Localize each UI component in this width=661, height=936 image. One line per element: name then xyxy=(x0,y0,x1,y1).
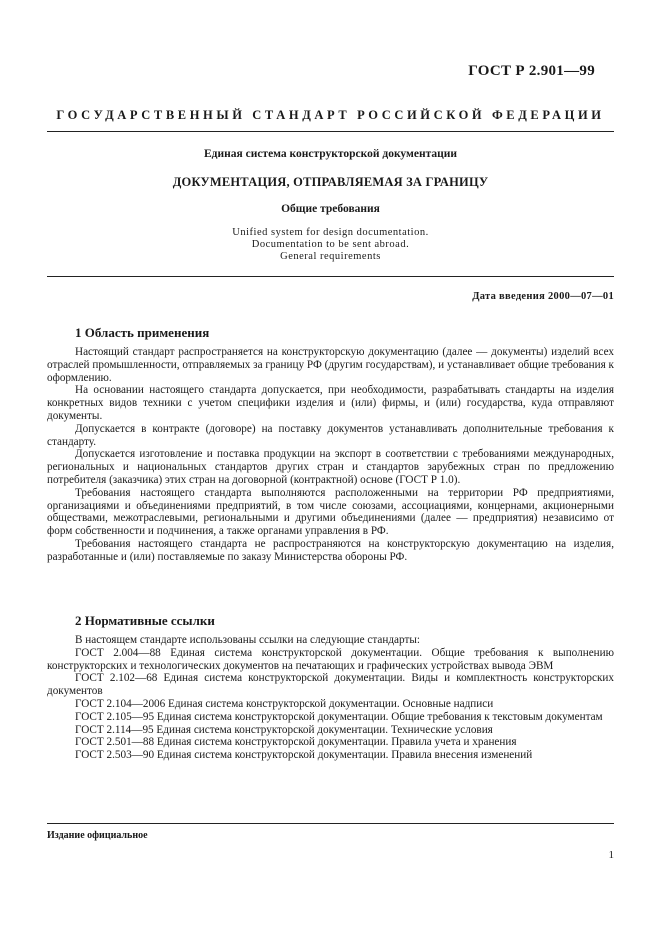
reference-item: ГОСТ 2.004—88 Единая система конструкторской документации. Общие требования к выполнению конструкторских и технологических документов на печатающих и графических устройствах вывода ЭВМ xyxy=(47,646,614,672)
paragraph: Допускается в контракте (договоре) на поставку документов устанавливать дополнительные требования к стандарту. xyxy=(47,422,614,448)
english-title-line: General requirements xyxy=(280,251,381,262)
document-subtitle: Общие требования xyxy=(281,203,380,215)
edition-label: Издание официальное xyxy=(47,830,148,841)
reference-item: ГОСТ 2.105—95 Единая система конструкторской документации. Общие требования к текстовым документам xyxy=(75,710,603,723)
section-heading-scope: 1 Область применения xyxy=(75,325,210,340)
paragraph: Настоящий стандарт распространяется на конструкторскую документацию (далее — документы) изделий всех отраслей промышленности, отправляемых за границу РФ (другим государствам), и устанавливает общие требования к оформлению. xyxy=(47,346,614,384)
document-title: ДОКУМЕНТАЦИЯ, ОТПРАВЛЯЕМАЯ ЗА ГРАНИЦУ xyxy=(172,175,489,189)
reference-item: ГОСТ 2.501—88 Единая система конструкторской документации. Правила учета и хранения xyxy=(75,736,517,749)
english-title-line: Unified system for design documentation. xyxy=(232,227,429,238)
english-title-line: Documentation to be sent abroad. xyxy=(251,239,410,250)
reference-item: ГОСТ 2.114—95 Единая система конструкторской документации. Технические условия xyxy=(75,723,493,736)
reference-item: ГОСТ 2.102—68 Единая система конструкторской документации. Виды и комплектность конструкторских документов xyxy=(47,672,614,698)
reference-item: ГОСТ 2.104—2006 Единая система конструкторской документации. Основные надписи xyxy=(75,697,494,710)
footer-divider xyxy=(47,823,614,824)
paragraph: Требования настоящего стандарта не распространяются на конструкторскую документацию на изделия, разработанные и (или) поставляемые по заказу Министерства обороны РФ. xyxy=(47,537,614,563)
top-divider xyxy=(47,131,614,132)
paragraph: На основании настоящего стандарта допускается, при необходимости, разрабатывать стандарты на изделия конкретных видов техники с учетом специфики изделия и (или) фирмы, и (или) государства, куда отправляют документы. xyxy=(47,384,614,422)
state-standard-banner: ГОСУДАРСТВЕННЫЙ СТАНДАРТ РОССИЙСКОЙ ФЕДЕРАЦИИ xyxy=(56,108,605,122)
paragraph: Допускается изготовление и поставка продукции на экспорт в соответствии с требованиями международных, региональных и национальных стандартов других стран и стандартов зарубежных стран по предложению потребителя (заказчика) этих стран на договорной (контрактной) основе (ГОСТ Р 1.0). xyxy=(47,448,614,486)
introduction-date: Дата введения 2000—07—01 xyxy=(472,291,614,302)
section-heading-references: 2 Нормативные ссылки xyxy=(75,613,215,628)
page-number: 1 xyxy=(608,849,614,861)
reference-item: ГОСТ 2.503—90 Единая система конструкторской документации. Правила внесения изменений xyxy=(75,749,533,762)
paragraph: В настоящем стандарте использованы ссылки на следующие стандарты: xyxy=(75,634,420,646)
paragraph: Требования настоящего стандарта выполняются расположенными на территории РФ предприятиями, организациями и объединениями предприятий, в том числе союзами, ассоциациями, концернами, акционерными обществами, межотраслевыми, региональными и другими объединениями (далее — предприятия) независимо от форм собственности и подчинения, а также органами управления в РФ. xyxy=(47,486,614,538)
system-title: Единая система конструкторской документации xyxy=(204,148,457,160)
title-divider xyxy=(47,276,614,277)
section-scope-body xyxy=(47,346,614,564)
section-references-body xyxy=(47,634,614,762)
document-number: ГОСТ Р 2.901—99 xyxy=(468,63,595,79)
